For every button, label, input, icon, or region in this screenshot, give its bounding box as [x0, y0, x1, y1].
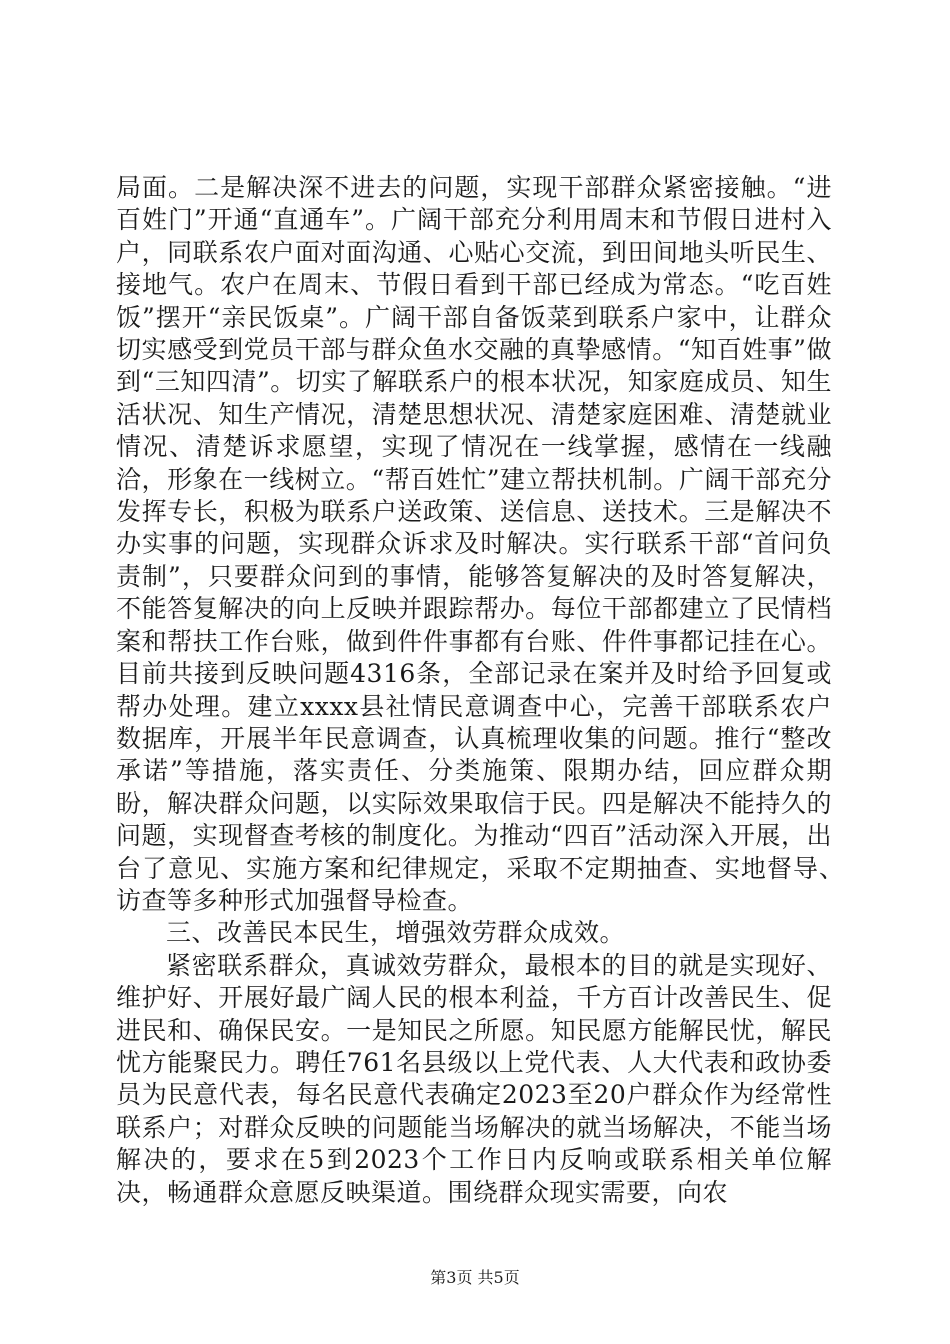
section-heading: 三、改善民本民生，增强效劳群众成效。	[166, 918, 626, 948]
document-body	[116, 172, 858, 1209]
paragraph: 紧密联系群众，真诚效劳群众，最根本的目的就是实现好、维护好、开展好最广阔人民的根本利益，千方百计改善民生、促进民和、确保民安。一是知民之所愿。知民愿方能解民忧，解民忧方能聚民力。聘任761名县级以上党代表、人大代表和政协委员为民意代表，每名民意代表确定2023至20户群众作为经常性联系户；对群众反映的问题能当场解决的就当场解决，不能当场解决的，要求在5到2023个工作日内反响或联系相关单位解决，畅通群众意愿反映渠道。围绕群众现实需要，向农	[116, 950, 832, 1207]
paragraph-continued: 局面。二是解决深不进去的问题，实现干部群众紧密接触。“进百姓门”开通“直通车”。广阔干部充分利用周末和节假日进村入户，同联系农户面对面沟通、心贴心交流，到田间地头听民生、接地气。农户在周末、节假日看到干部已经成为常态。“吃百姓饭”摆开“亲民饭桌”。广阔干部自备饭菜到联系户家中，让群众切实感受到党员干部与群众鱼水交融的真挚感情。“知百姓事”做到“三知四清”。切实了解联系户的根本状况，知家庭成员、知生活状况、知生产情况，清楚思想状况、清楚家庭困难、清楚就业情况、清楚诉求愿望，实现了情况在一线掌握，感情在一线融洽，形象在一线树立。“帮百姓忙”建立帮扶机制。广阔干部充分发挥专长，积极为联系户送政策、送信息、送技术。三是解决不办实事的问题，实现群众诉求及时解决。实行联系干部“首问负责制”，只要群众问到的事情，能够答复解决的及时答复解决，不能答复解决的向上反映并跟踪帮办。每位干部都建立了民情档案和帮扶工作台账，做到件件事都有台账、件件事都记挂在心。目前共接到反映问题4316条，全部记录在案并及时给予回复或帮办处理。建立xxxx县社情民意调查中心，完善干部联系农户数据库，开展半年民意调查，认真梳理收集的问题。推行“整改承诺”等措施，落实责任、分类施策、限期办结，回应群众期盼，解决群众问题，以实际效果取信于民。四是解决不能持久的问题，实现督查考核的制度化。为推动“四百”活动深入开展，出台了意见、实施方案和纪律规定，采取不定期抽查、实地督导、 访查等多种形式加强督导检查。	[116, 173, 858, 915]
page-number-footer: 第3页 共5页	[430, 1268, 520, 1287]
